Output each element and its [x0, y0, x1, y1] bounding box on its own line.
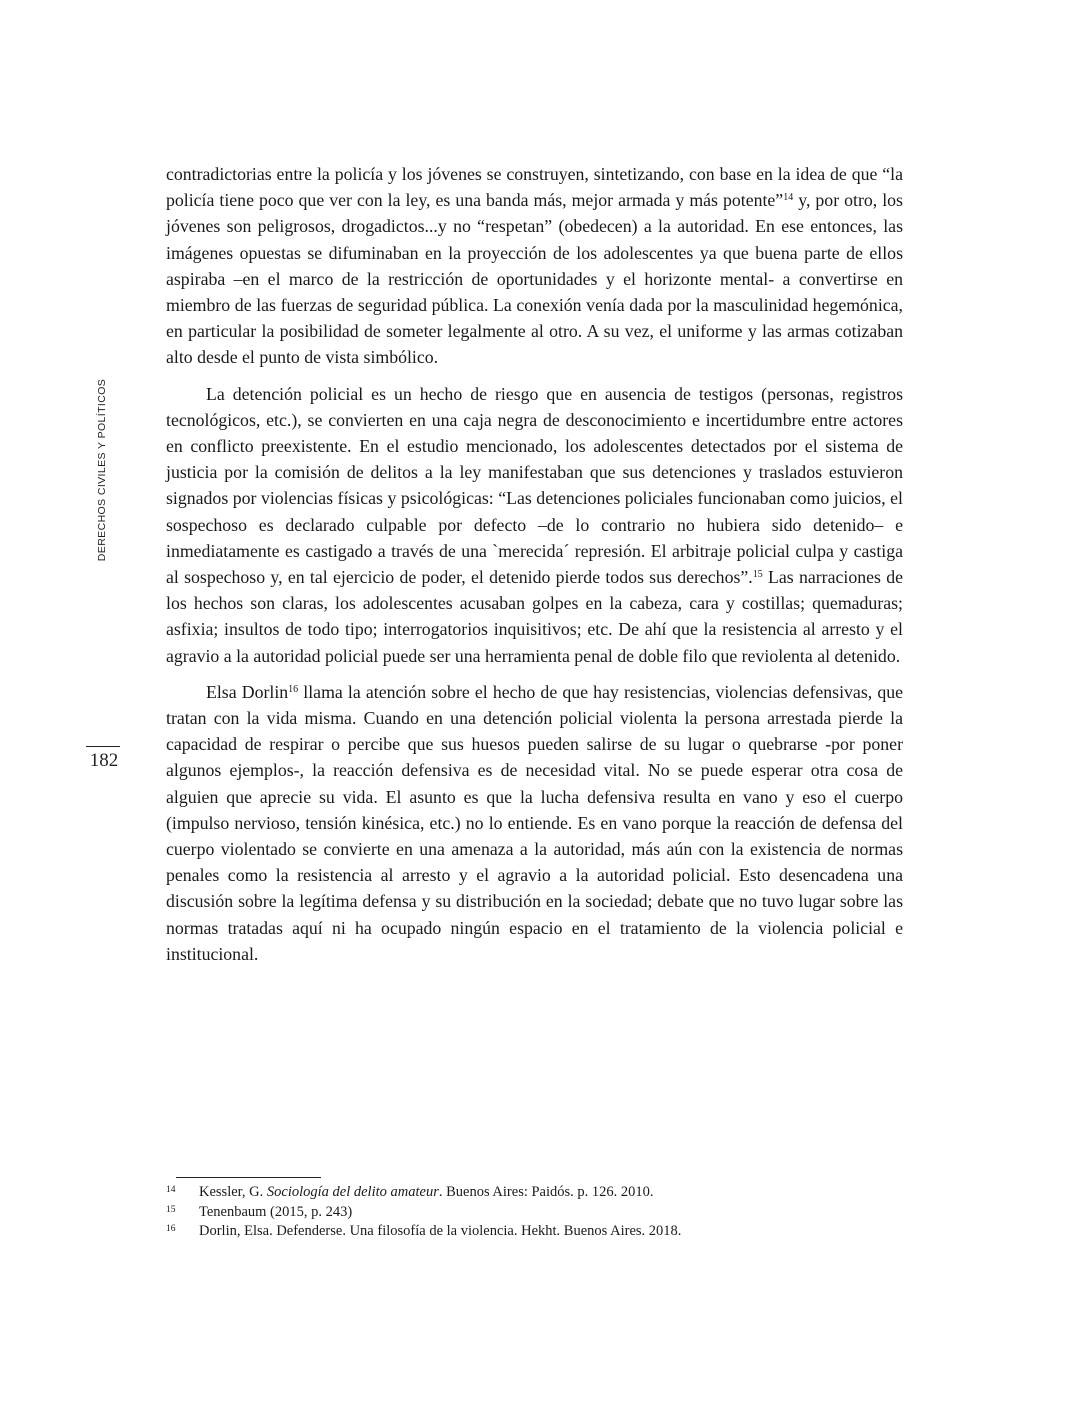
paragraph-text: y, por otro, los jóvenes son peligrosos, drogadictos...y no “respetan” (obedecen) a la autoridad. En ese entonces, las imágenes opuestas se difuminaban en la proyección de los adolescentes ya que buena parte de ellos aspiraba –en el marco de la restricción de oportunidades y el horizonte mental- a convertirse en miembro de las fuerzas de seguridad pública. La conexión venía dada por la masculinidad hegemónica, en particular la posibilidad de someter legalmente al otro. A su vez, el uniforme y las armas cotizaban alto desde el punto de vista simbólico. — [166, 190, 903, 368]
footnote-text-part: Kessler, G. — [199, 1184, 267, 1200]
footnotes — [166, 1183, 903, 1242]
footnote-text: Tenenbaum (2015, p. 243) — [199, 1203, 353, 1220]
footnote-14 — [166, 1183, 903, 1203]
paragraph-2 — [166, 381, 903, 669]
footnote-15 — [166, 1203, 903, 1223]
footnote-ref: 14 — [783, 192, 794, 204]
paragraph-3 — [166, 679, 903, 967]
footnote-number: 14 — [166, 1185, 176, 1195]
footnote-ref: 16 — [288, 683, 299, 695]
footnote-16 — [166, 1222, 903, 1242]
body-text — [166, 161, 903, 977]
page-number: 182 — [89, 750, 119, 771]
paragraph-text: llama la atención sobre el hecho de que hay resistencias, violencias defensivas, que tratan con la vida misma. Cuando en una detención policial violenta la persona arrestada pierde la capacidad de respirar o percibe que sus huesos pueden salirse de su lugar o quebrarse -por poner algunos ejemplos-, la reacción defensiva es de necesidad vital. No se puede esperar otra cosa de alguien que aprecie su vida. El asunto es que la lucha defensiva resulta en vano y eso el cuerpo (impulso nervioso, tensión kinésica, etc.) no lo entiende. Es en vano porque la reacción de defensa del cuerpo violentado se convierte en una amenaza a la autoridad, más aún con la existencia de normas penales como la resistencia al arresto y el agravio a la autoridad policial. Esto desencadena una discusión sobre la legítima defensa y su distribución en la sociedad; debate que no tuvo lugar sobre las normas tratadas aquí ni ha ocupado ningún espacio en el tratamiento de la violencia policial e institucional. — [166, 681, 903, 964]
paragraph-text: Las narraciones de los hechos son claras, los adolescentes acusaban golpes en la cabeza, cara y costillas; quemaduras; asfixia; insultos de todo tipo; interrogatorios inquisitivos; etc. De ahí que la resistencia al arresto y el agravio a la autoridad policial puede ser una herramienta penal de doble filo que reviolenta al detenido. — [166, 567, 903, 666]
paragraph-text: contradictorias entre la policía y los jóvenes se construyen, sintetizando, con base en la idea de que “la policía tiene poco que ver con la ley, es una banda más, mejor armada y más potente” — [166, 164, 903, 211]
footnote-number: 16 — [166, 1224, 176, 1234]
paragraph-text: Elsa Dorlin — [206, 681, 289, 702]
running-header: DERECHOS CIVILES Y POLÍTICOS — [96, 378, 108, 562]
paragraph-text: La detención policial es un hecho de riesgo que en ausencia de testigos (personas, registros tecnológicos, etc.), se convierten en una caja negra de desconocimiento e incertidumbre entre actores en conflicto preexistente. En el estudio mencionado, los adolescentes detectados por el sistema de justicia por la comisión de delitos a la ley manifestaban que sus detenciones y traslados estuvieron signados por violencias físicas y psicológicas: “Las detenciones policiales funcionaban como juicios, el sospechoso es declarado culpable por defecto –de lo contrario no hubiera sido detenido– e inmediatamente es castigado a través de una `merecida´ represión. El arbitraje policial culpa y castiga al sospechoso y, en tal ejercicio de poder, el detenido pierde todos sus derechos”. — [166, 383, 903, 588]
footnote-separator — [176, 1177, 321, 1178]
footnote-text — [199, 1183, 903, 1203]
page-number-rule — [86, 746, 120, 747]
footnote-text-part: . Buenos Aires: Paidós. p. 126. 2010. — [438, 1184, 654, 1200]
footnote-number: 15 — [166, 1204, 176, 1215]
footnote-ref: 15 — [752, 569, 763, 581]
footnote-book-title: Sociología del delito amateur — [266, 1184, 439, 1200]
paragraph-1 — [166, 161, 903, 371]
footnote-text: Dorlin, Elsa. Defenderse. Una filosofía de la violencia. Hekht. Buenos Aires. 2018. — [199, 1223, 682, 1239]
